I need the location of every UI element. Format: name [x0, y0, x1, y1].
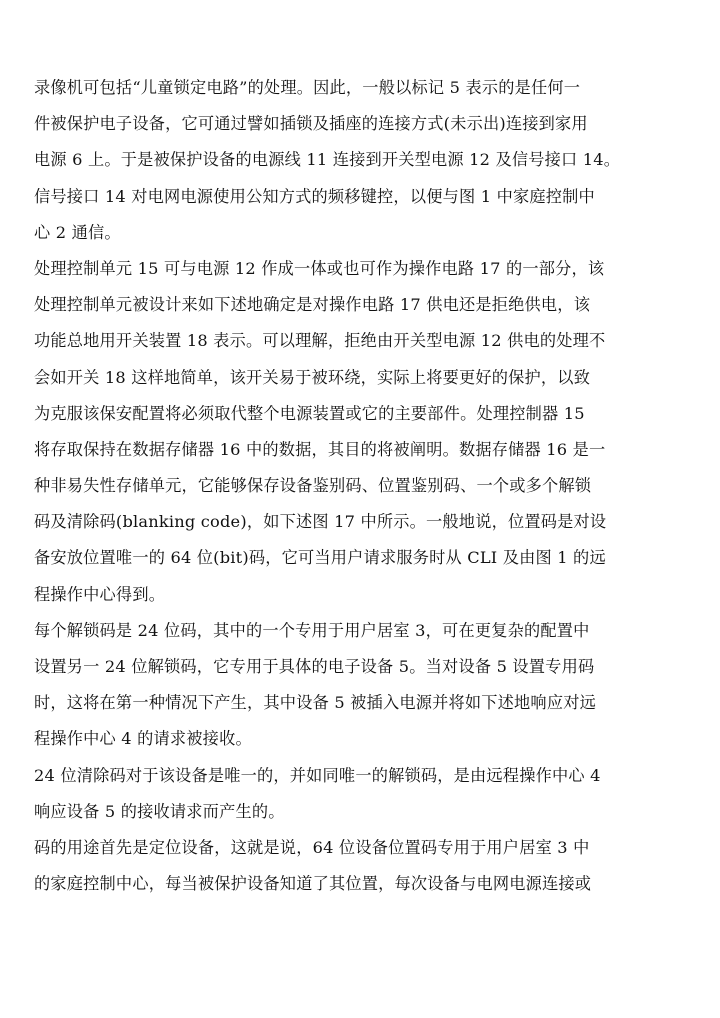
text-line: 功能总地用开关装置 18 表示。可以理解，拒绝由开关型电源 12 供电的处理不: [34, 331, 606, 351]
text-line: 种非易失性存储单元，它能够保存设备鉴别码、位置鉴别码、一个或多个解锁: [34, 476, 592, 496]
text-line: 程操作中心得到。: [34, 584, 166, 604]
text-line: 24 位清除码对于该设备是唯一的，并如同唯一的解锁码，是由远程操作中心 4: [34, 765, 601, 785]
text-line: 响应设备 5 的接收请求而产生的。: [34, 801, 285, 821]
text-line: 的家庭控制中心，每当被保护设备知道了其位置，每次设备与电网电源连接或: [34, 874, 592, 894]
text-line: 电源 6 上。于是被保护设备的电源线 11 连接到开关型电源 12 及信号接口 14。: [34, 150, 621, 170]
text-line: 每个解锁码是 24 位码，其中的一个专用于用户居室 3，可在更复杂的配置中: [34, 620, 590, 640]
text-line: 设置另一 24 位解锁码，它专用于具体的电子设备 5。当对设备 5 设置专用码: [34, 657, 595, 676]
text-line: 件被保护电子设备，它可通过譬如插锁及插座的连接方式(未示出)连接到家用: [34, 114, 588, 134]
text-line: 为克服该保安配置将必须取代整个电源装置或它的主要部件。处理控制器 15: [34, 403, 585, 423]
text-line: 处理控制单元被设计来如下述地确定是对操作电路 17 供电还是拒绝供电，该: [34, 295, 591, 315]
text-line: 时，这将在第一种情况下产生，其中设备 5 被插入电源并将如下述地响应对远: [34, 693, 596, 713]
text-line: 处理控制单元 15 可与电源 12 作成一体或也可作为操作电路 17 的一部分，该: [34, 258, 605, 278]
text-line: 码及清除码(blanking code)，如下述图 17 中所示。一般地说，位置码是对设: [34, 512, 607, 532]
text-line: 录像机可包括“儿童锁定电路”的处理。因此，一般以标记 5 表示的是任何一: [34, 78, 581, 97]
document-page: [34, 70, 694, 902]
text-line: 信号接口 14 对电网电源使用公知方式的频移键控，以便与图 1 中家庭控制中: [34, 186, 595, 206]
text-line: 备安放位置唯一的 64 位(bit)码，它可当用户请求服务时从 CLI 及由图 1 的远: [34, 548, 606, 568]
text-line: 会如开关 18 这样地简单，该开关易于被环绕，实际上将要更好的保护，以致: [34, 367, 591, 387]
text-line: 码的用途首先是定位设备，这就是说，64 位设备位置码专用于用户居室 3 中: [34, 837, 590, 857]
text-line: 心 2 通信。: [34, 222, 121, 242]
text-line: 将存取保持在数据存储器 16 中的数据，其目的将被阐明。数据存储器 16 是一: [34, 439, 606, 459]
text-line: 程操作中心 4 的请求被接收。: [34, 729, 252, 749]
